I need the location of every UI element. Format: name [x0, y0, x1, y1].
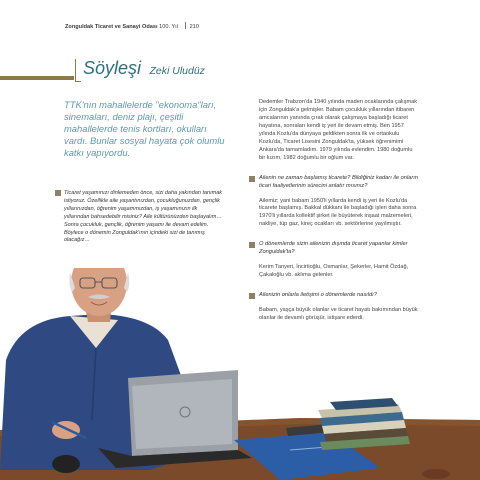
question-block-2 — [259, 175, 419, 191]
section-title — [83, 58, 205, 79]
publication-name: Zonguldak Ticaret ve Sanayi Odası — [65, 24, 158, 30]
pull-quote: TTK'nın mahallelerde "ekonoma"ları, sinemaları, deniz plajı, çeşitli mahallelerde tenis kortları, okulları vardı. Bunlar sosyal hayata çok olumlu katkı yapıyordu. — [64, 99, 225, 159]
issue-label: 100. Yıl — [159, 24, 178, 30]
question-2: Ailenin ne zaman başlamış ticarete? Bildiğiniz kadarı ile onların ticari faaliyetlerinin sürecini anlatır mısınız? — [259, 174, 419, 189]
section-title-main: Söyleşi — [83, 58, 142, 78]
answer-2: Ailemiz; yani babam 1950'li yıllarda kendi iş yeri ile Kozlu'da ticarete başlamış. Bakkal dükkanı ile başladığı işleri daha sonra 1970'li yıllarda kollektif şirket ile büyüterek inşaat malzemeleri, nakliye, tüp gaz, kireç ocakları vb. sektörlerine yayılmıştır. — [259, 197, 417, 228]
question-bullet — [55, 190, 61, 196]
answer-4: Babam, yaşça büyük olanlar ve ticaret hayatı bakımından büyük olanlar ile devamlı görüşür, istişare ederdi. — [259, 307, 418, 322]
question-block-3 — [259, 241, 419, 257]
page-number: 210 — [189, 24, 199, 30]
answer-1: Dedemler Trabzon'da 1940 yılında maden ocaklarında çalışmak için Zonguldak'a gelmişler. Babam çocukluk yıllarından itibaren amcalarının yanında çırak olarak çalışmaya başladığı ticaret hayatına, sonraları kendi iş yeri ile devam etmiş. Ben 1957 yılında Kozlu'da dünyaya geldikten sonra ilk ve ortaokulu Kozlu'da, Ticaret Lisesini Zonguldak'ta, yüksek öğrenimimi Ankara'da tamamladım. 1979 yılında evlendim. 1980 doğumlu bir kızım, 1982 doğumlu bir oğlum var. — [259, 99, 418, 161]
interviewee-name: Zeki Uludüz — [149, 65, 205, 77]
intro-question: Ticaret yaşamınızı dinlemeden önce, sizi daha yakından tanımak istiyoruz. Özellikle aile yaşantınızdan, çocukluğunuzdan, gençlik yıllarınızdan, öğrenim yaşamınızdan, iş yaşamınızın ilk yıllarından bahsedebilir misiniz? Aile kültürünüzden başlayalım… Sonra çocukluk, gençlik, öğrenim yaşamı ile devam edelim. Böylece o dönemin Zonguldak'ının içindeki sizi de tanımış olacağız… — [64, 190, 223, 244]
portrait-photo — [0, 268, 480, 480]
running-header — [65, 22, 199, 30]
question-4: Ailenizin onlarla iletişimi o dönemlerde nasıldı? — [259, 292, 377, 299]
question-bullet — [249, 176, 255, 182]
section-accent-bar — [0, 76, 74, 80]
header-divider — [185, 22, 186, 29]
answer-3: Kerim Tanyeri, İncirtioğlu, Osmanlar, Şekerler, Hamit Özdağ, Çakaloğlu vb. aklıma gelenler. — [259, 264, 409, 279]
question-bullet — [249, 242, 255, 248]
question-3: O dönemlerde sizin ailenizin dışında ticaret yapanlar kimler Zonguldak'ta? — [259, 241, 408, 256]
title-bracket — [75, 59, 81, 82]
